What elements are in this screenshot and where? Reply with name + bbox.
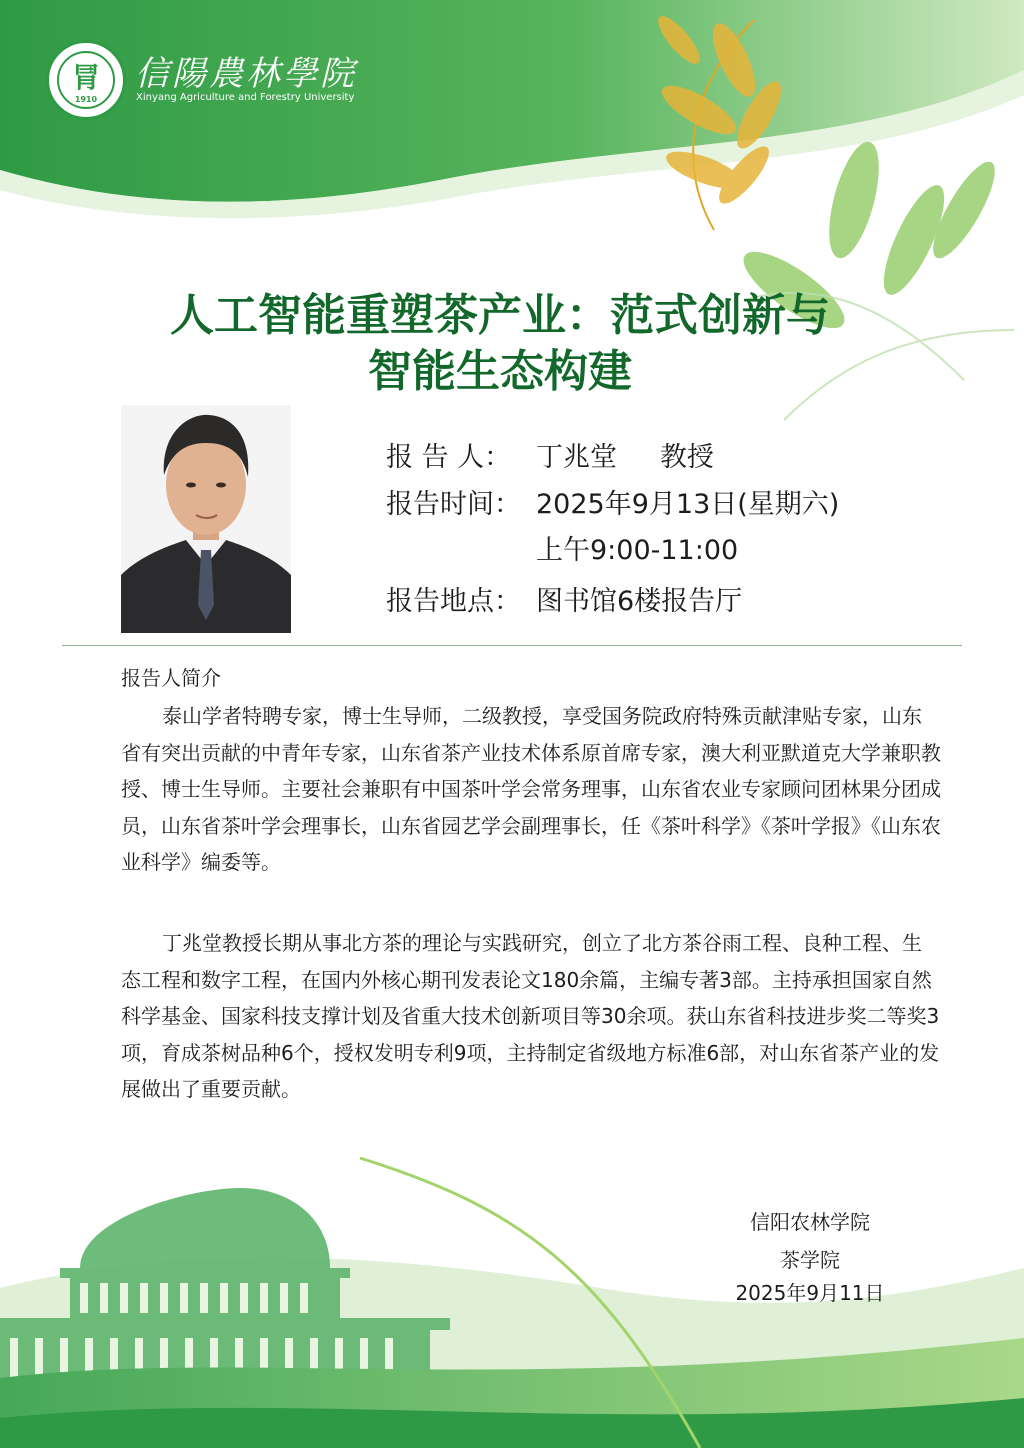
logo-ring: [57, 51, 115, 109]
bio-paragraph-2: 丁兆堂教授长期从事北方茶的理论与实践研究，创立了北方茶谷雨工程、良种工程、生态工程和数字工程，在国内外核心期刊发表论文180余篇，主编专著3部。主持承担国家自然科学基金、国家科技支撑计划及省重大技术创新项目等30余项。获山东省科技进步奖二等奖3项，育成茶树品种6个，授权发明专利9项，主持制定省级地方标准6部，对山东省茶产业的发展做出了重要贡献。: [121, 931, 940, 1101]
bio-heading: 报告人简介: [121, 666, 221, 690]
speaker-photo: [121, 405, 291, 633]
logo-year: 1910: [74, 95, 98, 104]
logo-mark-icon: 冐: [71, 61, 100, 94]
speaker-label: 报 告 人：: [386, 442, 512, 473]
signature-date: 2025年9月11日: [735, 1281, 885, 1305]
speaker-row: [386, 440, 714, 476]
time-label: 报告时间：: [386, 489, 521, 520]
place-value: 图书馆6楼报告厅: [536, 586, 743, 617]
speaker-value: 丁兆堂 教授: [536, 442, 714, 473]
university-name-en: Xinyang Agriculture and Forestry University: [136, 92, 355, 103]
university-name-cn: 信陽農林學院: [135, 54, 357, 94]
lecture-title-line2: 智能生态构建: [368, 346, 632, 397]
signature-org: 信阳农林学院: [750, 1210, 870, 1234]
time-value: 2025年9月13日(星期六): [536, 489, 840, 520]
divider: [62, 645, 962, 646]
lecture-title-line1: 人工智能重塑茶产业：范式创新与: [170, 290, 830, 341]
place-row: [386, 584, 742, 620]
signature-dept: 茶学院: [780, 1248, 840, 1272]
bio-paragraph-1: 泰山学者特聘专家，博士生导师，二级教授，享受国务院政府特殊贡献津贴专家，山东省有突出贡献的中青年专家，山东省茶产业技术体系原首席专家，澳大利亚默道克大学兼职教授、博士生导师。主要社会兼职有中国茶叶学会常务理事，山东省农业专家顾问团林果分团成员，山东省茶叶学会理事长，山东省园艺学会副理事长，任《茶叶科学》《茶叶学报》《山东农业科学》编委等。: [121, 704, 941, 874]
place-label: 报告地点：: [386, 586, 521, 617]
time-value-2: 上午9:00-11:00: [536, 535, 739, 566]
university-logo: [46, 40, 126, 120]
time-row: [386, 487, 839, 523]
